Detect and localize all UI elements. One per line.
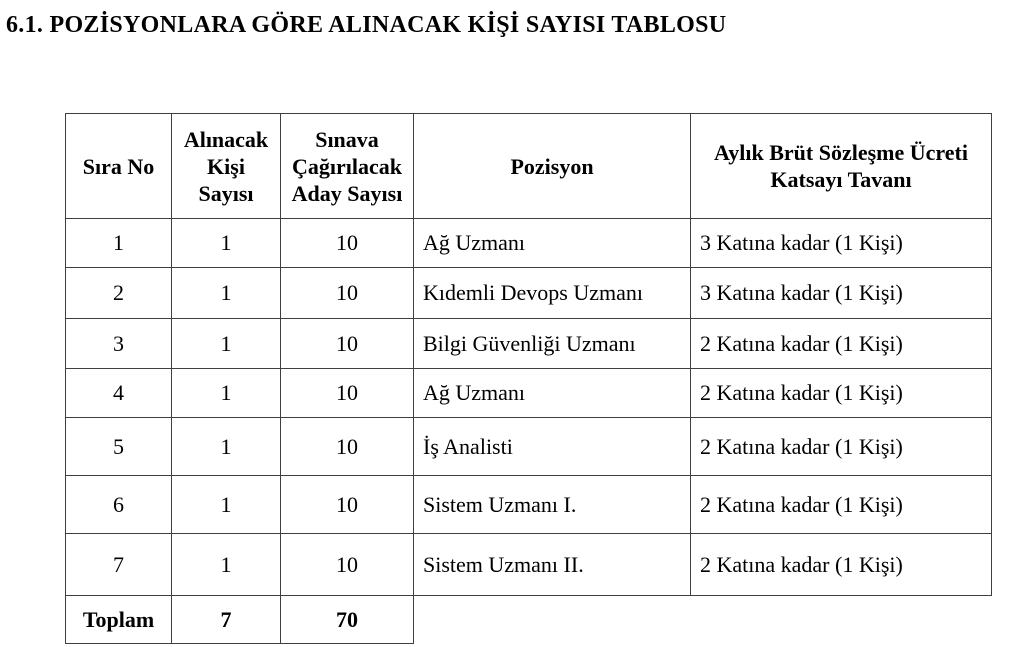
table-row <box>66 369 992 418</box>
cell-sira-no: 1 <box>66 219 172 268</box>
header-line: Pozisyon <box>510 153 594 179</box>
table-row <box>66 476 992 534</box>
cell-pozisyon: Ağ Uzmanı <box>414 219 691 268</box>
cell-alinacak: 1 <box>172 268 281 319</box>
cell-ucret: 3 Katına kadar (1 Kişi) <box>691 219 992 268</box>
cell-ucret: 2 Katına kadar (1 Kişi) <box>691 534 992 596</box>
header-line: Sayısı <box>198 180 254 206</box>
cell-aday: 10 <box>281 534 414 596</box>
empty-cell <box>691 596 992 644</box>
cell-ucret: 2 Katına kadar (1 Kişi) <box>691 476 992 534</box>
table-row <box>66 268 992 319</box>
cell-sira-no: 4 <box>66 369 172 418</box>
positions-table <box>65 113 992 644</box>
col-header-alinacak-kisi-sayisi <box>172 114 281 219</box>
header-line: Kişi <box>207 153 245 179</box>
header-line: Sıra No <box>82 153 155 179</box>
col-header-pozisyon <box>414 114 691 219</box>
cell-ucret: 3 Katına kadar (1 Kişi) <box>691 268 992 319</box>
total-alinacak: 7 <box>172 596 281 644</box>
header-line: Alınacak <box>183 126 269 152</box>
cell-sira-no: 2 <box>66 268 172 319</box>
page-title: 6.1. POZİSYONLARA GÖRE ALINACAK KİŞİ SAYISI TABLOSU <box>6 12 727 38</box>
cell-aday: 10 <box>281 219 414 268</box>
empty-cell <box>414 596 691 644</box>
cell-alinacak: 1 <box>172 534 281 596</box>
cell-sira-no: 6 <box>66 476 172 534</box>
total-aday: 70 <box>281 596 414 644</box>
table-total-row <box>66 596 992 644</box>
table-row <box>66 319 992 369</box>
header-line: Aylık Brüt Sözleşme Ücreti <box>714 140 968 165</box>
cell-pozisyon: Ağ Uzmanı <box>414 369 691 418</box>
total-label: Toplam <box>66 596 172 644</box>
cell-pozisyon: Kıdemli Devops Uzmanı <box>414 268 691 319</box>
cell-ucret: 2 Katına kadar (1 Kişi) <box>691 418 992 476</box>
cell-pozisyon: İş Analisti <box>414 418 691 476</box>
cell-aday: 10 <box>281 418 414 476</box>
cell-aday: 10 <box>281 476 414 534</box>
cell-ucret: 2 Katına kadar (1 Kişi) <box>691 319 992 369</box>
cell-alinacak: 1 <box>172 476 281 534</box>
cell-aday: 10 <box>281 268 414 319</box>
table-row <box>66 534 992 596</box>
cell-alinacak: 1 <box>172 219 281 268</box>
header-line: Sınava <box>315 126 379 152</box>
cell-alinacak: 1 <box>172 319 281 369</box>
cell-sira-no: 7 <box>66 534 172 596</box>
cell-sira-no: 5 <box>66 418 172 476</box>
cell-aday: 10 <box>281 369 414 418</box>
table-row <box>66 418 992 476</box>
cell-ucret: 2 Katına kadar (1 Kişi) <box>691 369 992 418</box>
cell-pozisyon: Bilgi Güvenliği Uzmanı <box>414 319 691 369</box>
header-line: Çağırılacak <box>292 153 402 179</box>
header-line: Aday Sayısı <box>291 180 403 206</box>
col-header-aylik-brut-sozlesme-ucreti <box>691 114 992 219</box>
cell-alinacak: 1 <box>172 418 281 476</box>
cell-pozisyon: Sistem Uzmanı I. <box>414 476 691 534</box>
col-header-sinava-cagirilacak-aday-sayisi <box>281 114 414 219</box>
cell-sira-no: 3 <box>66 319 172 369</box>
cell-aday: 10 <box>281 319 414 369</box>
table-row <box>66 219 992 268</box>
header-line: Katsayı Tavanı <box>770 167 912 192</box>
col-header-sira-no <box>66 114 172 219</box>
cell-alinacak: 1 <box>172 369 281 418</box>
cell-pozisyon: Sistem Uzmanı II. <box>414 534 691 596</box>
table-header-row <box>66 114 992 219</box>
